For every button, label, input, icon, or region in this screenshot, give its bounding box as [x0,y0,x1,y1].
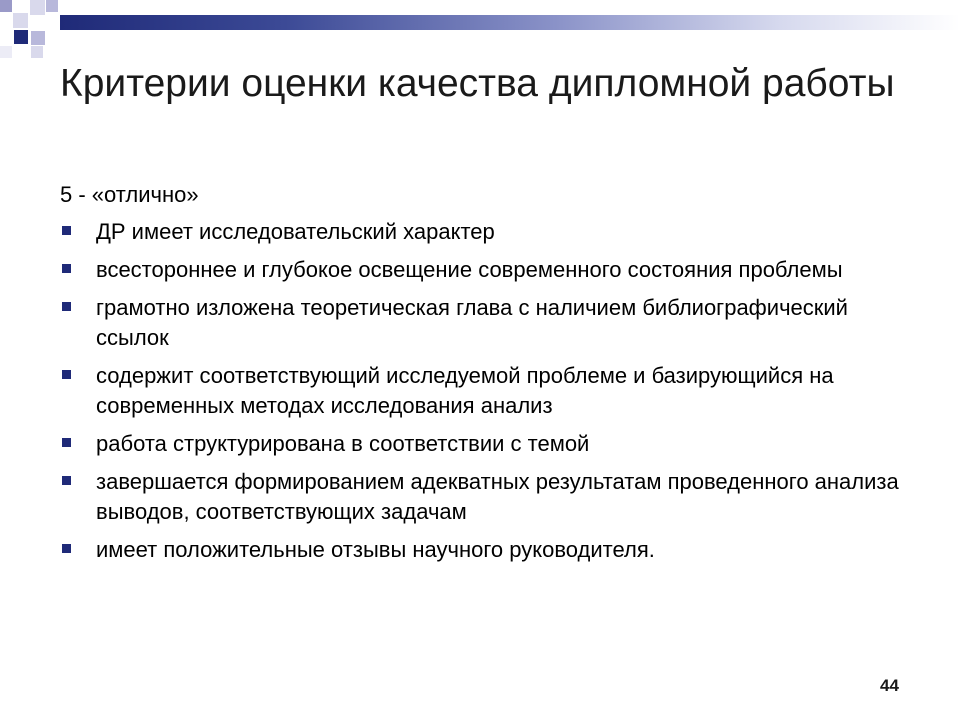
criteria-text: ДР имеет исследовательский характер [96,219,495,244]
square-bullet-icon [62,544,71,553]
decorative-square [31,31,45,45]
criteria-text: завершается формированием адекватных результатам проведенного анализа выводов, соответствующих задачам [96,469,899,524]
grade-label: 5 - «отлично» [60,182,199,207]
square-bullet-icon [62,302,71,311]
square-bullet-icon [62,370,71,379]
criteria-item [60,217,910,247]
criteria-text: содержит соответствующий исследуемой проблеме и базирующийся на современных методах исследования анализ [96,363,834,418]
criteria-text: всестороннее и глубокое освещение современного состояния проблемы [96,257,843,282]
criteria-list [60,217,910,565]
slide-title: Критерии оценки качества дипломной работы [60,62,895,105]
decorative-square [46,0,58,12]
decorative-square [0,46,12,58]
square-bullet-icon [62,264,71,273]
square-bullet-icon [62,476,71,485]
decorative-square [14,30,28,44]
criteria-text: работа структурирована в соответствии с темой [96,431,590,456]
decorative-square [13,13,28,28]
decorative-square [0,0,12,12]
criteria-item [60,467,910,527]
decorative-square [30,0,45,15]
page-number: 44 [880,676,899,695]
header-gradient-bar [60,15,960,30]
criteria-text: имеет положительные отзывы научного руководителя. [96,537,655,562]
criteria-text: грамотно изложена теоретическая глава с наличием библиографический ссылок [96,295,848,350]
criteria-item [60,293,910,353]
criteria-item [60,429,910,459]
criteria-item [60,361,910,421]
slide-content [60,180,910,573]
criteria-item [60,255,910,285]
square-bullet-icon [62,226,71,235]
decorative-square [31,46,43,58]
criteria-item [60,535,910,565]
square-bullet-icon [62,438,71,447]
